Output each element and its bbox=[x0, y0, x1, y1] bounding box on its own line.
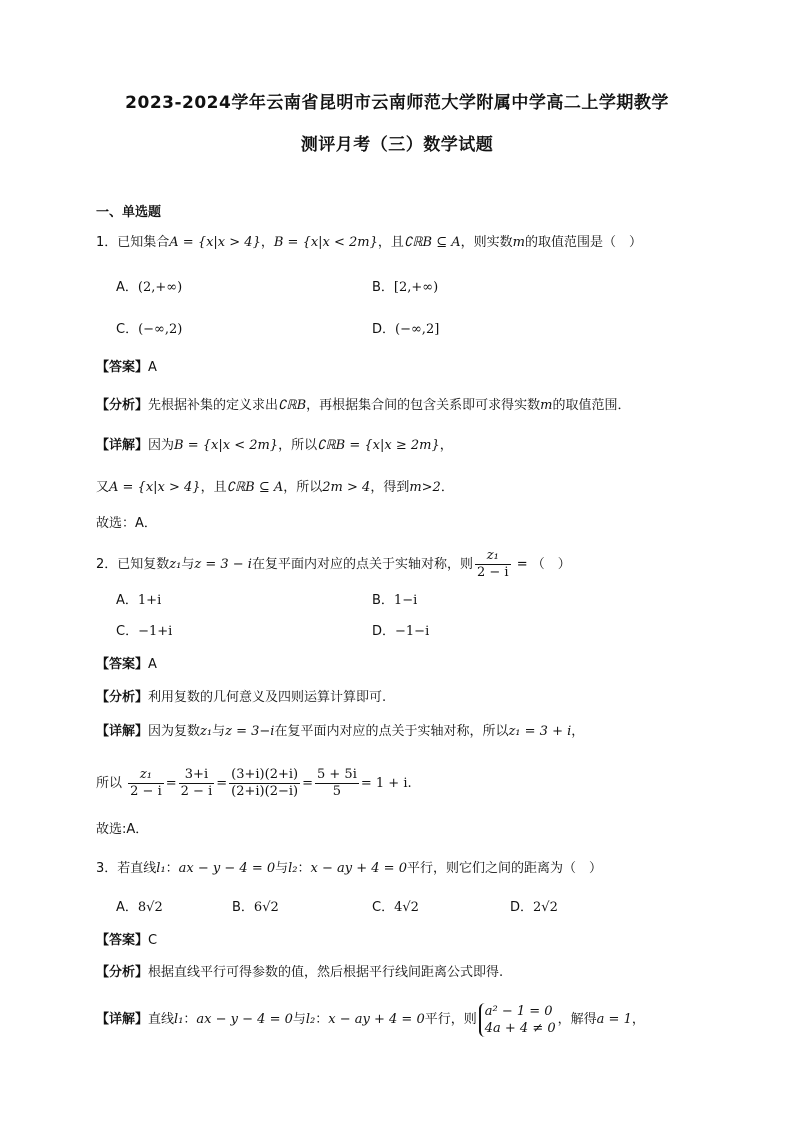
analysis-math-1: ∁ℝB bbox=[278, 398, 307, 413]
q1-stem bbox=[96, 233, 642, 253]
equals-sign: = bbox=[165, 776, 177, 791]
doc-title-line1: 2023-2024学年云南省昆明市云南师范大学附属中学高二上学期教学 bbox=[125, 93, 669, 113]
detail-text-a: 所以 bbox=[96, 776, 123, 791]
option-text: −1−i bbox=[395, 624, 430, 639]
analysis-tag: 【分析】 bbox=[96, 398, 149, 413]
q3-stem-text-e: 平行，则它们之间的距离为（ ） bbox=[406, 861, 602, 876]
option-text: (−∞,2) bbox=[138, 322, 183, 337]
fraction-denominator: 2 − i bbox=[130, 784, 162, 799]
detail-math-1: z₁ bbox=[200, 724, 213, 739]
detail-tag: 【详解】 bbox=[96, 438, 149, 453]
detail-text-d: ， bbox=[571, 724, 585, 739]
q1-analysis bbox=[96, 396, 631, 416]
answer-value: C bbox=[148, 933, 158, 948]
q1-set-b: B = {x|x < 2m} bbox=[273, 235, 378, 250]
fraction-numerator: 5 + 5i bbox=[317, 767, 357, 782]
q2-analysis bbox=[96, 688, 386, 708]
q2-option-b bbox=[372, 591, 417, 611]
option-letter: A． bbox=[116, 593, 138, 608]
q1-comma: ， bbox=[260, 235, 274, 250]
q1-option-d bbox=[372, 320, 439, 340]
q2-stem-text-c: 在复平面内对应的点关于实轴对称，则 bbox=[251, 557, 473, 572]
detail-text-b: ，且 bbox=[200, 480, 227, 495]
option-text: [2,+∞) bbox=[393, 280, 439, 295]
analysis-tag: 【分析】 bbox=[96, 690, 149, 705]
analysis-text-c: 的取值范围． bbox=[552, 398, 631, 413]
detail-text-a: 直线 bbox=[148, 1012, 175, 1027]
answer-value: A bbox=[148, 360, 157, 375]
fraction-denominator: 2 − i bbox=[180, 784, 213, 799]
q2-math-z: z = 3 − i bbox=[194, 557, 252, 572]
q1-option-b bbox=[372, 278, 438, 298]
q3-answer bbox=[96, 931, 157, 951]
q3-stem-text-d: ： bbox=[297, 861, 311, 876]
fraction-denominator: 5 bbox=[332, 784, 342, 799]
q3-stem bbox=[96, 859, 602, 879]
q1-set-a: A = {x|x > 4} bbox=[169, 235, 261, 250]
answer-tag: 【答案】 bbox=[96, 933, 149, 948]
q3-option-c bbox=[372, 898, 419, 918]
q3-math-2: x − ay + 4 = 0 bbox=[310, 861, 407, 876]
detail-fraction-3 bbox=[229, 767, 300, 800]
fraction-numerator: z₁ bbox=[128, 767, 164, 784]
q2-answer bbox=[96, 655, 157, 675]
detail-text-e: 平行，则 bbox=[424, 1012, 477, 1027]
section-heading: 一、单选题 bbox=[96, 205, 162, 220]
q3-stem-text-b: ： bbox=[165, 861, 179, 876]
option-text: 6√2 bbox=[253, 900, 279, 915]
analysis-math-2: m bbox=[540, 398, 553, 413]
fraction-numerator: 3+i bbox=[179, 767, 215, 784]
option-letter: C． bbox=[116, 322, 139, 337]
option-text: (2,+∞) bbox=[137, 280, 183, 295]
detail-math-2: x − ay + 4 = 0 bbox=[328, 1012, 425, 1027]
q1-detail-line2 bbox=[96, 478, 454, 498]
option-letter: C． bbox=[372, 900, 395, 915]
detail-text-a: 又 bbox=[96, 480, 110, 495]
detail-text-c: ， bbox=[439, 438, 453, 453]
option-letter: A． bbox=[116, 280, 138, 295]
equals-sign: = bbox=[216, 776, 228, 791]
fraction-numerator: z₁ bbox=[475, 548, 511, 565]
q1-conclusion: 故选：A． bbox=[96, 516, 157, 531]
q1-stem-text-d: 的取值范围是（ ） bbox=[524, 235, 642, 250]
option-letter: A． bbox=[116, 900, 138, 915]
detail-math-4: m>2 bbox=[409, 480, 441, 495]
detail-math-2: ∁ℝB ⊆ A bbox=[226, 480, 284, 495]
option-text: 8√2 bbox=[137, 900, 163, 915]
analysis-tag: 【分析】 bbox=[96, 965, 149, 980]
detail-math-1: ax − y − 4 = 0 bbox=[196, 1012, 293, 1027]
answer-tag: 【答案】 bbox=[96, 360, 149, 375]
q1-condition: ∁ℝB ⊆ A bbox=[403, 235, 461, 250]
q1-stem-text-a: 1．已知集合 bbox=[96, 235, 170, 250]
detail-text-c: 与 bbox=[292, 1012, 306, 1027]
detail-result: = 1 + i. bbox=[360, 776, 412, 791]
doc-title-line2: 测评月考（三）数学试题 bbox=[300, 135, 494, 155]
q3-option-b bbox=[232, 898, 279, 918]
q2-option-c bbox=[116, 622, 172, 642]
q2-detail-line1 bbox=[96, 722, 584, 742]
detail-math-1: A = {x|x > 4} bbox=[109, 480, 201, 495]
q2-option-d bbox=[372, 622, 429, 642]
q2-stem bbox=[96, 548, 571, 581]
detail-tag: 【详解】 bbox=[96, 1012, 149, 1027]
analysis-text-a: 先根据补集的定义求出 bbox=[148, 398, 279, 413]
option-text: (−∞,2] bbox=[395, 322, 440, 337]
fraction-denominator: (2+i)(2−i) bbox=[231, 784, 299, 799]
option-letter: D． bbox=[372, 624, 396, 639]
fraction-denominator: 2 − i bbox=[476, 565, 509, 580]
q2-fraction bbox=[475, 548, 511, 581]
detail-line-l2: l₂ bbox=[305, 1012, 316, 1027]
detail-fraction-2 bbox=[179, 767, 215, 800]
q3-stem-text-c: 与 bbox=[275, 861, 289, 876]
equation-system bbox=[479, 1003, 556, 1037]
q2-math-z1: z₁ bbox=[169, 557, 182, 572]
detail-math-3: a = 1 bbox=[596, 1012, 632, 1027]
q2-stem-text-d: = （ ） bbox=[512, 557, 571, 572]
q3-math-1: ax − y − 4 = 0 bbox=[178, 861, 276, 876]
option-letter: C． bbox=[116, 624, 139, 639]
detail-text-a: 因为 bbox=[148, 438, 175, 453]
detail-text-a: 因为复数 bbox=[148, 724, 201, 739]
detail-math-3: z₁ = 3 + i bbox=[508, 724, 572, 739]
option-letter: B． bbox=[372, 280, 394, 295]
option-text: 4√2 bbox=[394, 900, 419, 915]
detail-math-2: z = 3−i bbox=[225, 724, 275, 739]
q2-stem-text-a: 2．已知复数 bbox=[96, 557, 170, 572]
detail-math-3: 2m > 4 bbox=[322, 480, 371, 495]
equation-1: a² − 1 = 0 bbox=[484, 1003, 553, 1019]
q1-option-a bbox=[116, 278, 182, 298]
q1-answer bbox=[96, 358, 157, 378]
q1-stem-text-c: ，则实数 bbox=[460, 235, 513, 250]
detail-math-1: B = {x|x < 2m} bbox=[174, 438, 279, 453]
detail-text-d: ，得到 bbox=[370, 480, 410, 495]
fraction-numerator: (3+i)(2+i) bbox=[231, 767, 299, 782]
q1-var: m bbox=[512, 235, 525, 250]
detail-tag: 【详解】 bbox=[96, 724, 149, 739]
option-text: 2√2 bbox=[533, 900, 558, 915]
q3-option-a bbox=[116, 898, 163, 918]
q1-stem-text-b: ，且 bbox=[377, 235, 404, 250]
option-text: −1+i bbox=[138, 624, 173, 639]
q1-option-c bbox=[116, 320, 182, 340]
detail-text-c: ，所以 bbox=[283, 480, 323, 495]
analysis-text: 利用复数的几何意义及四则运算计算即可. bbox=[148, 690, 387, 705]
detail-text-b: ： bbox=[183, 1012, 197, 1027]
detail-text-e: ． bbox=[440, 480, 454, 495]
option-letter: B． bbox=[372, 593, 394, 608]
detail-text-f: ，解得 bbox=[557, 1012, 597, 1027]
detail-fraction-4 bbox=[315, 767, 359, 800]
q2-option-a bbox=[116, 591, 161, 611]
detail-text-b: ，所以 bbox=[278, 438, 318, 453]
answer-value: A bbox=[148, 657, 157, 672]
detail-text-d: ： bbox=[315, 1012, 329, 1027]
q3-line-l2: l₂ bbox=[288, 861, 298, 876]
q2-conclusion: 故选:A． bbox=[96, 822, 149, 837]
detail-line-l1: l₁ bbox=[174, 1012, 184, 1027]
q3-analysis bbox=[96, 963, 503, 983]
option-letter: D． bbox=[510, 900, 534, 915]
q3-stem-text-a: 3．若直线 bbox=[96, 861, 157, 876]
q2-stem-text-b: 与 bbox=[181, 557, 195, 572]
option-letter: B． bbox=[232, 900, 254, 915]
option-letter: D． bbox=[372, 322, 396, 337]
q2-detail-line2 bbox=[96, 764, 412, 804]
detail-text-b: 与 bbox=[212, 724, 226, 739]
q3-line-l1: l₁ bbox=[156, 861, 166, 876]
detail-text-c: 在复平面内对应的点关于实轴对称，所以 bbox=[274, 724, 509, 739]
option-text: 1+i bbox=[137, 593, 162, 608]
equation-2: 4a + 4 ≠ 0 bbox=[484, 1020, 556, 1036]
analysis-text-b: ，再根据集合间的包含关系即可求得实数 bbox=[306, 398, 541, 413]
option-text: 1−i bbox=[393, 593, 418, 608]
detail-fraction-1 bbox=[128, 767, 164, 800]
answer-tag: 【答案】 bbox=[96, 657, 149, 672]
equals-sign: = bbox=[302, 776, 313, 791]
detail-text-g: ， bbox=[631, 1012, 645, 1027]
q1-detail-line1 bbox=[96, 436, 453, 456]
q3-option-d bbox=[510, 898, 558, 918]
q3-detail-line1 bbox=[96, 1000, 645, 1040]
detail-math-2: ∁ℝB = {x|x ≥ 2m} bbox=[317, 438, 440, 453]
analysis-text: 根据直线平行可得参数的值，然后根据平行线间距离公式即得. bbox=[148, 965, 504, 980]
